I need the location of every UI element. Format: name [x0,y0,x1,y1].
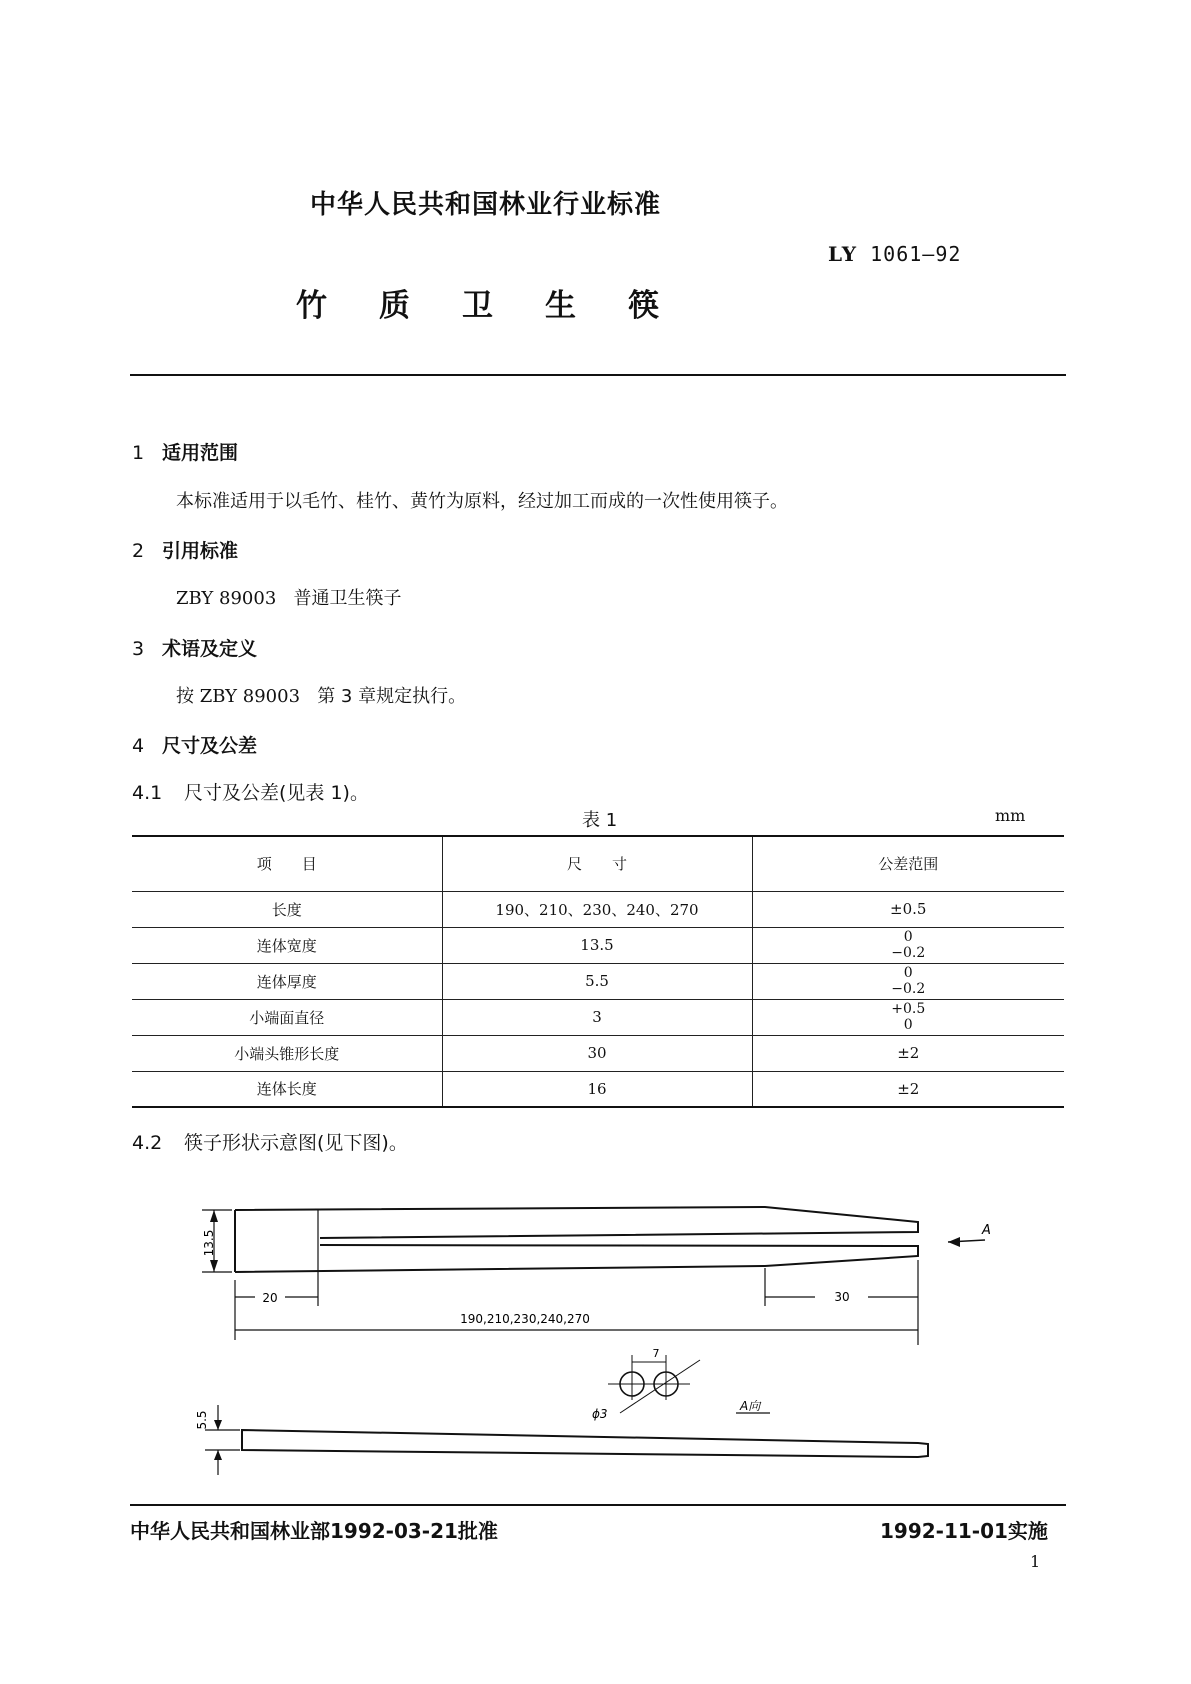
side-view-outline [242,1430,928,1457]
standard-code-prefix: LY [828,242,858,266]
table-caption: 表 1 [582,810,618,831]
effective-date: 1992-11-01实施 [880,1519,1048,1543]
section-title: 尺寸及公差 [162,735,258,757]
top-view-upper-outline [235,1207,918,1238]
section-title: 术语及定义 [162,638,258,660]
subsection-text: 筷子形状示意图(见下图)。 [184,1132,408,1154]
subsection-number: 4.1 [132,782,163,804]
dim-spacing-label: 7 [652,1347,660,1360]
column-header-item: 项 目 [132,836,442,891]
reference-name: 普通卫生筷子 [293,588,402,609]
cell-item: 小端面直径 [132,999,442,1035]
cell-size: 30 [442,1035,752,1071]
section-number: 2 [132,540,145,562]
view-arrow-label: A [982,1223,991,1238]
cell-item: 连体厚度 [132,963,442,999]
cell-size: 190、210、230、240、270 [442,891,752,927]
cell-size: 13.5 [442,927,752,963]
section-3-code: ZBY 89003 [199,686,301,707]
standard-code-number: 1061—92 [870,242,962,266]
document-title: 竹质卫生筷 [296,288,711,324]
section-title: 引用标准 [162,540,239,562]
section-number: 4 [132,735,145,757]
dim-tip-label: 30 [834,1290,850,1304]
tolerance-upper: 0 [903,965,913,981]
tolerance-lower: 0 [903,1017,913,1033]
subsection-text: 尺寸及公差(见表 1)。 [184,782,369,804]
dim-width-label: 13.5 [202,1229,216,1257]
subsection-number: 4.2 [132,1132,163,1154]
section-3-text-a: 按 [176,686,194,707]
reference-code: ZBY 89003 [176,588,277,609]
tolerance-upper: 0 [903,929,913,945]
dim-thickness-label: 5.5 [195,1410,209,1430]
tolerance-lower: −0.2 [891,981,926,997]
cell-tolerance: ±0.5 [890,900,927,918]
footer-divider [130,1504,1066,1506]
dim-length-label: 190,210,230,240,270 [460,1312,590,1326]
cell-size: 16 [442,1071,752,1107]
cell-size: 3 [442,999,752,1035]
approval-note: 中华人民共和国林业部1992-03-21批准 [130,1519,498,1543]
top-view-lower-outline [235,1245,918,1272]
tolerance-lower: −0.2 [891,945,926,961]
cell-tolerance: ±2 [897,1044,920,1062]
cell-size: 5.5 [442,963,752,999]
standard-org-heading: 中华人民共和国林业行业标准 [310,190,662,220]
cell-item: 长度 [132,891,442,927]
page-number: 1 [1030,1552,1041,1571]
dim-left-label: 20 [262,1291,278,1305]
section-1-text: 本标准适用于以毛竹、桂竹、黄竹为原料，经过加工而成的一次性使用筷子。 [176,491,788,512]
tolerance-upper: +0.5 [891,1001,926,1017]
top-view [202,1207,985,1345]
table-unit: mm [995,806,1026,825]
cell-item: 连体宽度 [132,927,442,963]
section-title: 适用范围 [162,442,239,464]
dim-diameter-label: ϕ3 [592,1407,608,1421]
section-3-text-b: 第 3 章规定执行。 [317,686,467,707]
cell-item: 小端头锥形长度 [132,1035,442,1071]
side-view [205,1405,928,1475]
column-header-tolerance: 公差范围 [878,855,939,874]
cell-tolerance: ±2 [897,1079,920,1098]
column-header-size: 尺 寸 [442,836,752,891]
arrowheads [210,1210,960,1272]
view-a-label: A向 [740,1399,761,1413]
section-number: 3 [132,638,145,660]
section-number: 1 [132,442,145,464]
cell-item: 连体长度 [132,1071,442,1107]
